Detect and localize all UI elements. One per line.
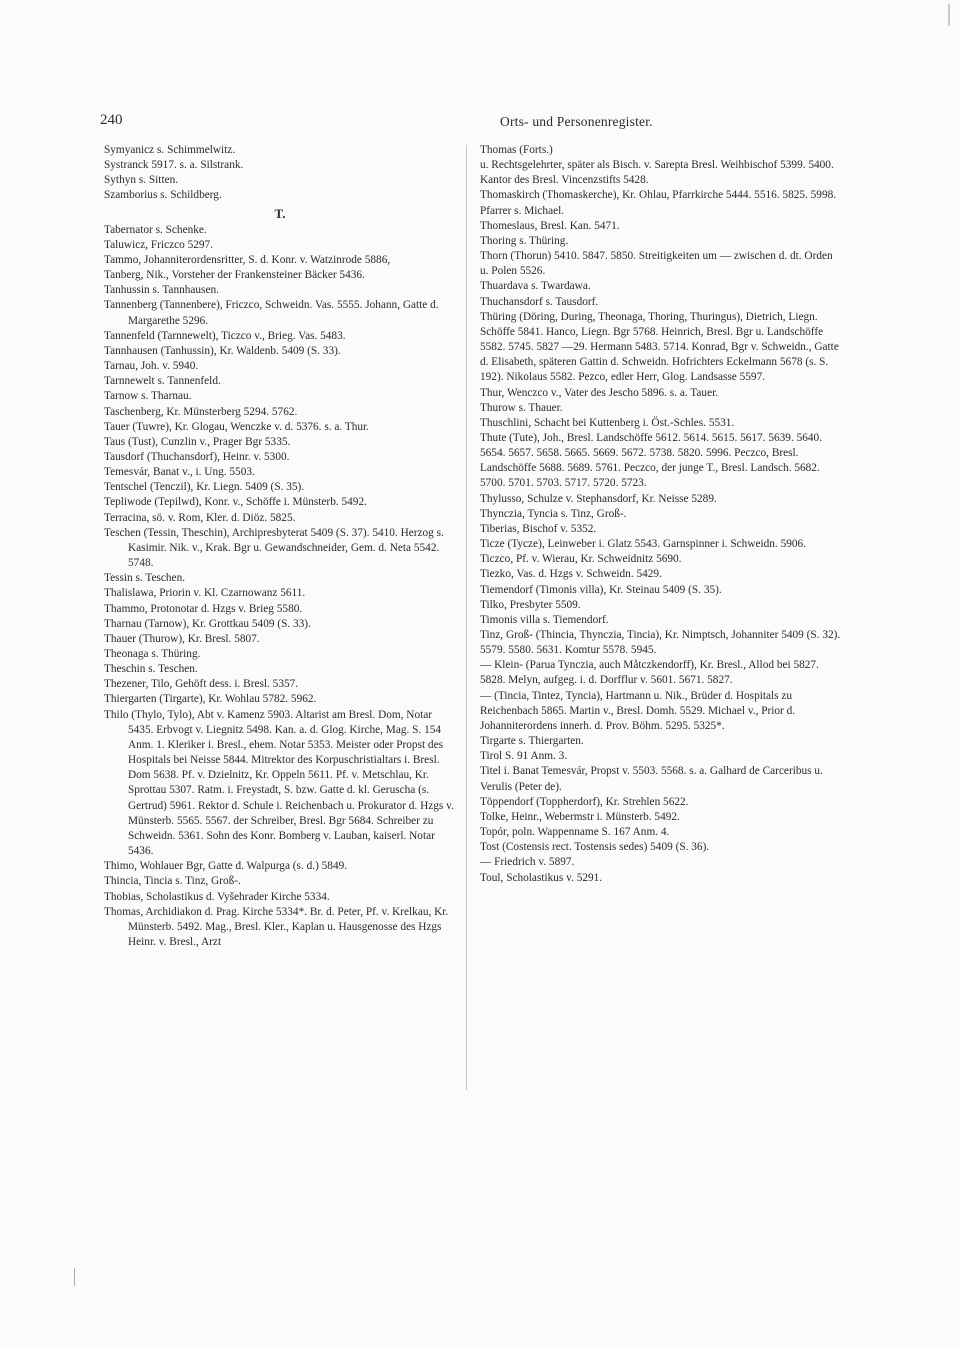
register-entry: Toul, Scholastikus v. 5291.	[480, 871, 603, 884]
register-entry: Thilo (Thylo, Tylo), Abt v. Kamenz 5903. Altarist am Bresl. Dom, Notar 5435. Erbvogt v. Liegnitz 5498. Kan. a. d. Glog. Kirche, Mag. S. 154 Anm. 1. Kleriker i. Bresl., ehem. Notar 5353. Meister oder Propst des Hospitals bei Neisse 5844. Mitrektor des Korpuschristialtars i. Bresl. Dom 5638. Pf. v. Dzielnitz, Kr. Oppeln 5611. Pf. v. Metschlau, Kr. Sprottau 5307. Ratm. i. Freystadt, S. bzw. Gatte d. kl. Geruscha (s. Gertrud) 5961. Rektor d. Schule i. Reichenbach u. Prokurator d. Hzgs v. Münsterb. 5565. 5567. der Schreiber, Bresl. Bgr 5684. Schreiber zu Schweidn. 5361. Sohn des Konr. Bomberg v. Lauban, kaiserl. Notar 5436.	[104, 708, 454, 858]
register-entry: Tirgarte s. Thiergarten.	[480, 735, 584, 748]
register-entry: Thauer (Thurow), Kr. Bresl. 5807.	[104, 632, 260, 645]
register-entry: Thuschlini, Schacht bei Kuttenberg i. Öst.-Schles. 5531.	[480, 416, 735, 429]
register-entry: Thynczia, Tyncia s. Tinz, Groß-.	[480, 507, 627, 520]
register-entry: Titel i. Banat Temesvár, Propst v. 5503. 5568. s. a. Galhard de Carceribus u. Verulis (Peter de).	[480, 765, 823, 793]
register-entry: Systranck 5917. s. a. Silstrank.	[104, 159, 244, 172]
register-entry: Temesvár, Banat v., i. Ung. 5503.	[104, 466, 255, 479]
register-entry: Thobias, Scholastikus d. Vyšehrader Kirche 5334.	[104, 890, 330, 903]
register-entry: Tarnnewelt s. Tannenfeld.	[104, 375, 221, 388]
register-entry: — (Tincia, Tintez, Tyncia), Hartmann u. Nik., Brüder d. Hospitals zu Reichenbach 5865. Martin v., Bresl. Domh. 5529. Michael v., Prior d. Johanniterordens innerh. d. Prov. Böhm. 5295. 5325*.	[480, 689, 796, 732]
register-entry: u. Rechtsgelehrter, später als Bisch. v. Sarepta Bresl. Weihbischof 5399. 5400. Kantor des Bresl. Vincenzstifts 5428.	[480, 159, 834, 187]
register-entry: Thomeslaus, Bresl. Kan. 5471.	[480, 219, 620, 232]
register-entry: Teschen (Tessin, Theschin), Archipresbyterat 5409 (S. 37). 5410. Herzog s. Kasimir. Nik. v., Krak. Bgr u. Gewandschneider, Gem. d. Neta 5542. 5748.	[104, 526, 444, 570]
register-entry: Thüring (Döring, During, Theonaga, Thoring, Thuringus), Dietrich, Liegn. Schöffe 5841. Hanco, Liegn. Bgr 5768. Heinrich, Bresl. Bgr u. Landschöffe 5582. 5745. 5827 —29. Hermann 5483. 5714. Konrad, Bgr v. Schweidn., Gatte d. Elisabeth, späteren Gattin d. Schweidn. Hofrichters Eckelmann 5678 (s. S. 192). Nikolaus 5582. Pezco, edler Herr, Glog. Landsasse 5597.	[480, 310, 839, 384]
register-entry: Tannenberg (Tannenbere), Friczco, Schweidn. Vas. 5555. Johann, Gatte d. Margarethe 5296.	[104, 299, 439, 327]
register-entry: Thurow s. Thauer.	[480, 401, 563, 414]
register-entry: Tirol S. 91 Anm. 3.	[480, 750, 568, 763]
register-entry: Tanhussin s. Tannhausen.	[104, 284, 219, 297]
register-entry: Tannenfeld (Tarnnewelt), Ticzco v., Brieg. Vas. 5483.	[104, 329, 346, 342]
register-entry: Tannhausen (Tanhussin), Kr. Waldenb. 5409 (S. 33).	[104, 344, 341, 357]
section-letter: T.	[274, 205, 286, 221]
register-entry: Tolke, Heinr., Webermstr i. Münsterb. 5492.	[480, 810, 680, 823]
register-entry: Terracina, sö. v. Rom, Kler. d. Diöz. 5825.	[104, 511, 296, 524]
scan-edge-mark-bottom	[74, 1268, 75, 1286]
column-divider	[466, 145, 467, 1090]
register-entry: Taschenberg, Kr. Münsterberg 5294. 5762.	[104, 405, 298, 418]
register-entry: Thammo, Protonotar d. Hzgs v. Brieg 5580.	[104, 602, 303, 615]
register-entry: Timonis villa s. Tiemendorf.	[480, 613, 609, 626]
register-entry: Tinz, Groß- (Thincia, Thynczia, Tincia), Kr. Nimptsch, Johanniter 5409 (S. 32). 5579. 5580. 5631. Komtur 5578. 5945.	[480, 629, 841, 657]
register-entry: Thute (Tute), Joh., Bresl. Landschöffe 5612. 5614. 5615. 5617. 5639. 5640. 5654. 5657. 5658. 5665. 5669. 5672. 5738. 5820. 5996. Peczco, Bresl. Landschöffe 5688. 5689. 5761. Peczco, der junge T., Bresl. Landsch. 5682. 5700. 5701. 5703. 5717. 5720. 5723.	[480, 431, 823, 490]
register-entry: Tost (Costensis rect. Tostensis sedes) 5409 (S. 36).	[480, 841, 710, 854]
register-entry: — Friedrich v. 5897.	[480, 856, 575, 869]
running-title: Orts- und Personenregister.	[500, 114, 653, 129]
right-column	[480, 143, 842, 886]
register-entry: Tentschel (Tenczil), Kr. Liegn. 5409 (S. 35).	[104, 481, 305, 494]
register-entry: Thur, Wenczco v., Vater des Jescho 5896. s. a. Tauer.	[480, 386, 719, 399]
register-entry: Thuardava s. Twardawa.	[480, 280, 591, 293]
register-entry: Thalislawa, Priorin v. Kl. Czarnowanz 5611.	[104, 587, 306, 600]
left-column	[104, 143, 456, 950]
register-entry: Theschin s. Teschen.	[104, 663, 198, 676]
register-entry: Topór, poln. Wappenname S. 167 Anm. 4.	[480, 826, 670, 839]
register-entry: — Klein- (Parua Tynczia, auch Måtczkendorff), Kr. Bresl., Allod bei 5827. 5828. Melyn, aufgeg. i. d. Dorfflur v. 5601. 5671. 5827.	[480, 659, 819, 687]
register-entry: Szamborius s. Schildberg.	[104, 189, 222, 202]
register-entry: Tarnau, Joh. v. 5940.	[104, 360, 199, 373]
register-entry: Tauer (Tuwre), Kr. Glogau, Wenczke v. d. 5376. s. a. Thur.	[104, 420, 369, 433]
register-entry: Taluwicz, Friczco 5297.	[104, 238, 214, 251]
register-entry: Tessin s. Teschen.	[104, 572, 186, 585]
register-entry: Thiergarten (Tirgarte), Kr. Wohlau 5782. 5962.	[104, 693, 317, 706]
register-entry: Tiberias, Bischof v. 5352.	[480, 522, 597, 535]
register-entry: Thezener, Tilo, Gehöft dess. i. Bresl. 5357.	[104, 678, 299, 691]
register-entry: Tilko, Presbyter 5509.	[480, 598, 581, 611]
register-entry: Tabernator s. Schenke.	[104, 223, 207, 236]
register-entry: Thincia, Tincia s. Tinz, Groß-.	[104, 875, 241, 888]
register-entry: Thuchansdorf s. Tausdorf.	[480, 295, 599, 308]
page-number: 240	[100, 112, 123, 128]
register-entry: Theonaga s. Thüring.	[104, 648, 201, 660]
register-entry: Sythyn s. Sitten.	[104, 174, 179, 187]
register-entry: Thorn (Thorun) 5410. 5847. 5850. Streitigkeiten um — zwischen d. dt. Orden u. Polen 5526.	[480, 250, 833, 278]
register-entry: Ticzco, Pf. v. Wierau, Kr. Schweidnitz 5690.	[480, 553, 682, 566]
register-entry: Thimo, Wohlauer Bgr, Gatte d. Walpurga (s. d.) 5849.	[104, 860, 348, 873]
register-entry: Tanberg, Nik., Vorsteher der Frankensteiner Bäcker 5436.	[104, 269, 365, 282]
register-entry: Symyanicz s. Schimmelwitz.	[104, 144, 236, 156]
page-header	[100, 112, 653, 134]
register-entry: Thomaskirch (Thomaskerche), Kr. Ohlau, Pfarrkirche 5444. 5516. 5825. 5998. Pfarrer s. Michael.	[480, 189, 837, 217]
register-entry: Thomas (Forts.)	[480, 144, 553, 156]
register-entry: Tammo, Johanniterordensritter, S. d. Konr. v. Watzinrode 5886,	[104, 253, 391, 266]
scan-edge-mark	[930, 4, 950, 26]
register-entry: Ticze (Tycze), Leinweber i. Glatz 5543. Garnspinner i. Schweidn. 5906.	[480, 538, 806, 551]
register-entry: Thylusso, Schulze v. Stephansdorf, Kr. Neisse 5289.	[480, 492, 717, 505]
register-entry: Tiemendorf (Timonis villa), Kr. Steinau 5409 (S. 35).	[480, 583, 722, 596]
register-entry: Thoring s. Thüring.	[480, 234, 569, 247]
register-entry: Taus (Tust), Cunzlin v., Prager Bgr 5335.	[104, 435, 291, 448]
register-entry: Tharnau (Tarnow), Kr. Grottkau 5409 (S. 33).	[104, 617, 311, 630]
register-entry: Tepliwode (Tepilwd), Konr. v., Schöffe i. Münsterb. 5492.	[104, 496, 367, 509]
register-entry: Thomas, Archidiakon d. Prag. Kirche 5334*. Br. d. Peter, Pf. v. Krelkau, Kr. Münsterb. 5492. Mag., Bresl. Kler., Kaplan u. Hausgenosse des Hzgs Heinr. v. Bresl., Arzt	[104, 905, 449, 948]
register-entry: Tausdorf (Thuchansdorf), Heinr. v. 5300.	[104, 450, 290, 463]
register-entry: Tarnow s. Tharnau.	[104, 390, 192, 403]
register-entry: Töppendorf (Toppherdorf), Kr. Strehlen 5622.	[480, 795, 689, 808]
register-entry: Tiezko, Vas. d. Hzgs v. Schweidn. 5429.	[480, 568, 662, 581]
